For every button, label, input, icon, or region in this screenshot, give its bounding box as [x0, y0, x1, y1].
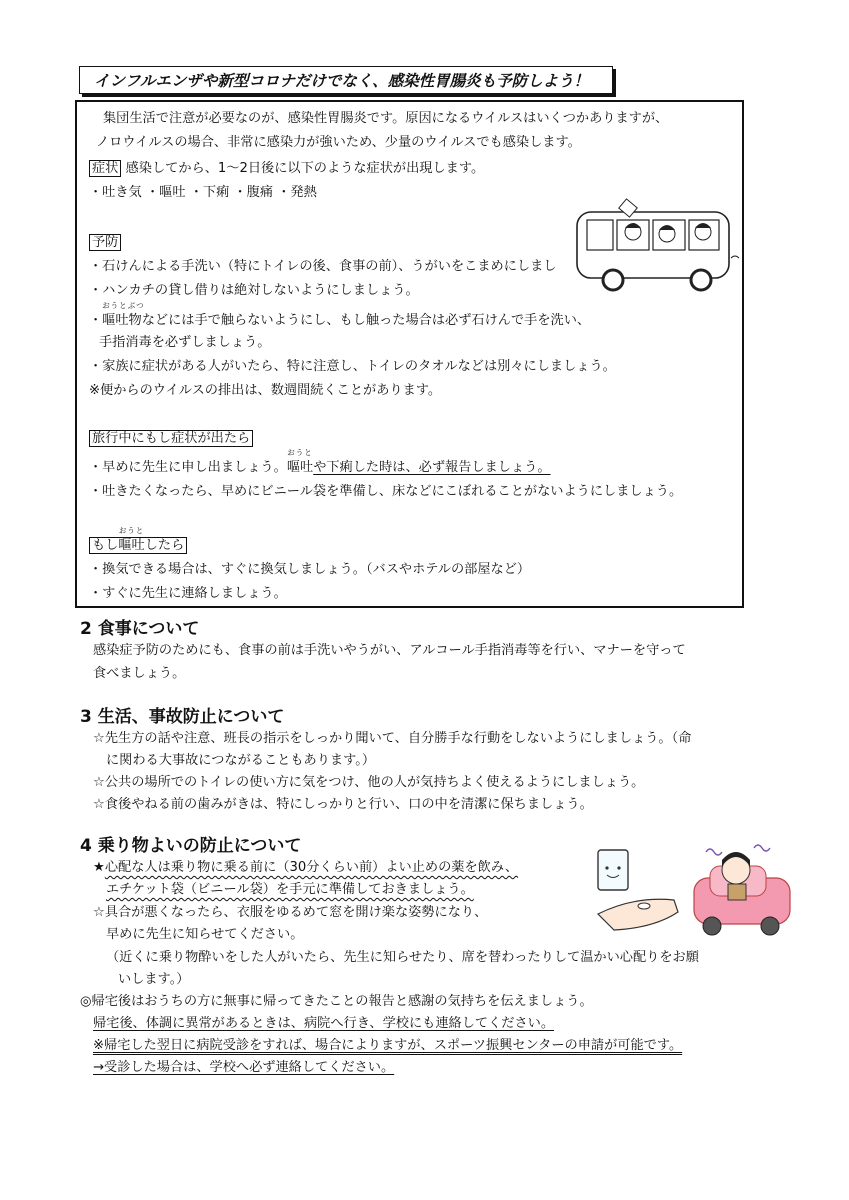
- footer-text: [93, 1014, 554, 1034]
- section-3-text: ☆食後やねる前の歯みがきは、特にしっかりと行い、口の中を清潔に保ちましょう。: [93, 797, 593, 812]
- section-3-text: ☆公共の場所でのトイレの使い方に気をつけ、他の人が気持ちよく使えるようにしましょう。: [93, 775, 645, 790]
- section-2-text: 食べましょう。: [93, 666, 186, 681]
- section-4-text: [93, 858, 518, 878]
- symptoms-row: [89, 160, 484, 178]
- motion-sickness-illustration: [594, 842, 794, 938]
- intro-line-1: 集団生活で注意が必要なのが、感染性胃腸炎です。原因になるウイルスはいくつかありますが、: [103, 111, 669, 126]
- ruby-text: おうとぶつ: [102, 301, 145, 310]
- prevention-item: ・ハンカチの貸し借りは絶対しないようにしましょう。: [89, 283, 419, 298]
- prevention-heading: [89, 234, 121, 252]
- ruby-text: おうと: [118, 526, 145, 535]
- ruby-text: おうと: [287, 448, 313, 457]
- symptoms-text: 感染してから、1～2日後に以下のような症状が出現します。: [125, 161, 485, 176]
- section-4-text: ☆具合が悪くなったら、衣服をゆるめて窓を開け楽な姿勢になり、: [93, 905, 488, 920]
- vomit-word: おうと 嘔吐: [286, 448, 314, 475]
- travel-underlined: おうと 嘔吐や下痢した時は、必ず報告しましょう。: [286, 448, 551, 475]
- section-3-text: に関わる大事故につながることもあります。）: [106, 753, 376, 768]
- prevention-item: ・家族に症状がある人がいたら、特に注意し、トイレのタオルなどは別々にしましょう。: [89, 359, 616, 374]
- if-vomit-label: もし おうと 嘔吐したら: [89, 537, 187, 554]
- prevention-item-cont: 手指消毒を必ずしましょう。: [99, 335, 271, 350]
- footer-text: [93, 1036, 682, 1056]
- bus-illustration: [573, 198, 743, 294]
- prevention-note: ※便からのウイルスの排出は、数週間続くことがあります。: [89, 383, 442, 398]
- section-4-text: [106, 880, 474, 900]
- section-4-text: 早めに先生に知らせてください。: [106, 927, 304, 942]
- footer-double-underlined: ※帰宅した翌日に病院受診をすれば、場合によりますが、スポーツ振興センターの申請が可能です。: [93, 1038, 683, 1053]
- vomit-word: おうとぶつ 嘔吐物: [102, 301, 145, 328]
- symptoms-list: ・吐き気 ・嘔吐 ・下痢 ・腹痛 ・発熱: [89, 185, 317, 200]
- if-vomit-heading: [89, 526, 187, 555]
- page-title: インフルエンザや新型コロナだけでなく、感染性胃腸炎も予防しよう！: [79, 66, 613, 94]
- section-4-wavy-text: エチケット袋（ビニール袋）を手元に準備しておきましょう。: [106, 882, 474, 897]
- section-3-heading: 3 生活、事故防止について: [80, 707, 285, 727]
- bullet: ・: [89, 313, 103, 328]
- section-4-wavy-text: 心配な人は乗り物に乗る前に（30分くらい前）よい止めの薬を飲み、: [104, 860, 519, 875]
- travel-item: ・吐きたくなったら、早めにビニール袋を準備し、床などにこぼれることがないようにしましょう。: [89, 484, 683, 499]
- if-vomit-item: ・すぐに先生に連絡しましょう。: [89, 586, 287, 601]
- footer-underlined: 帰宅後、体調に異常があるときは、病院へ行き、学校にも連絡してください。: [93, 1016, 555, 1031]
- prevention-label: 予防: [89, 234, 121, 251]
- section-3-text: ☆先生方の話や注意、班長の指示をしっかり聞いて、自分勝手な行動をしないようにしましょう。（命: [93, 731, 692, 746]
- section-4-text: （近くに乗り物酔いをした人がいたら、先生に知らせたり、席を替わったりして温かい心配りをお願: [106, 950, 699, 965]
- footer-text: [93, 1058, 394, 1078]
- section-4-text: いします。）: [118, 972, 190, 987]
- if-vomit-item: ・換気できる場合は、すぐに換気しましょう。（バスやホテルの部屋など）: [89, 562, 531, 577]
- intro-line-2: ノロウイルスの場合、非常に感染力が強いため、少量のウイルスでも感染します。: [96, 135, 581, 150]
- star-bullet: ★: [93, 860, 105, 875]
- section-2-heading: 2 食事について: [80, 619, 200, 639]
- section-4-heading: 4 乗り物よいの防止について: [80, 836, 302, 856]
- footer-text: ◎帰宅後はおうちの方に無事に帰ってきたことの報告と感謝の気持ちを伝えましょう。: [80, 994, 593, 1009]
- travel-heading: [89, 430, 253, 448]
- prevention-item: [89, 301, 591, 330]
- travel-text: ・早めに先生に申し出ましょう。: [89, 460, 287, 475]
- travel-label: 旅行中にもし症状が出たら: [89, 430, 253, 447]
- travel-item: [89, 448, 551, 477]
- symptoms-label: 症状: [89, 160, 121, 177]
- section-2-text: 感染症予防のためにも、食事の前は手洗いやうがい、アルコール手指消毒等を行い、マナーを守って: [93, 643, 686, 658]
- prevention-vomit-text: などには手で触らないようにし、もし触った場合は必ず石けんで手を洗い、: [141, 313, 591, 328]
- gastro-info-box: [75, 100, 744, 608]
- footer-underlined: →受診した場合は、学校へ必ず連絡してください。: [93, 1060, 395, 1075]
- prevention-item: ・石けんによる手洗い（特にトイレの後、食事の前）、うがいをこまめにしまし: [89, 259, 557, 274]
